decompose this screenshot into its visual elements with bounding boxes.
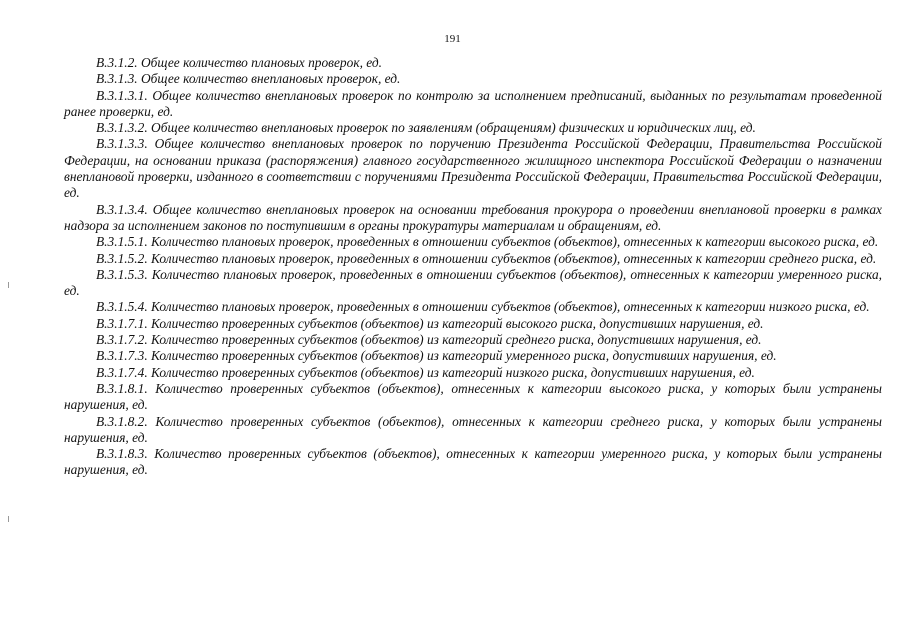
paragraph: В.3.1.8.3. Количество проверенных субъектов (объектов), отнесенных к категории умеренного риска, у которых были устранены нарушения, ед.: [64, 446, 882, 478]
page-number: 191: [444, 33, 461, 45]
paragraph: В.3.1.3.4. Общее количество внеплановых проверок на основании требования прокурора о проведении внеплановой проверки в рамках надзора за исполнением законов по поступившим в органы прокуратуры материалам и обращениям, ед.: [64, 201, 882, 233]
paragraph: В.3.1.3.1. Общее количество внеплановых проверок по контролю за исполнением предписаний, выданных по результатам проведенной ранее проверки, ед.: [64, 87, 882, 119]
paragraph: В.3.1.5.1. Количество плановых проверок, проведенных в отношении субъектов (объектов), отнесенных к категории высокого риска, ед.: [96, 234, 879, 250]
scan-margin-mark: [8, 516, 9, 522]
document-body: [64, 55, 882, 479]
paragraph: В.3.1.7.4. Количество проверенных субъектов (объектов) из категорий низкого риска, допустивших нарушения, ед.: [96, 364, 755, 380]
paragraph: В.3.1.8.1. Количество проверенных субъектов (объектов), отнесенных к категории высокого риска, у которых были устранены нарушения, ед.: [64, 380, 882, 413]
paragraph: В.3.1.3.2. Общее количество внеплановых проверок по заявлениям (обращениям) физических и юридических лиц, ед.: [96, 120, 756, 136]
paragraph: В.3.1.7.1. Количество проверенных субъектов (объектов) из категорий высокого риска, допустивших нарушения, ед.: [96, 315, 764, 331]
paragraph: В.3.1.5.4. Количество плановых проверок, проведенных в отношении субъектов (объектов), отнесенных к категории низкого риска, ед.: [96, 299, 870, 315]
paragraph: В.3.1.5.3. Количество плановых проверок, проведенных в отношении субъектов (объектов), отнесенных к категории умеренного риска, ед.: [64, 266, 882, 299]
paragraph: В.3.1.3.3. Общее количество внеплановых проверок по поручению Президента Российской Федерации, Правительства Российской Федерации, на основании приказа (распоряжения) главного государственного жилищного инспектора Российской Федерации о назначении внеплановой проверки, изданного в соответствии с поручениями Президента Российской Федерации, Правительства Российской Федерации, ед.: [64, 136, 882, 201]
paragraph: В.3.1.7.3. Количество проверенных субъектов (объектов) из категорий умеренного риска, допустивших нарушения, ед.: [96, 348, 777, 364]
paragraph: В.3.1.2. Общее количество плановых проверок, ед.: [96, 55, 383, 70]
paragraph: В.3.1.3. Общее количество внеплановых проверок, ед.: [96, 71, 401, 87]
scan-margin-mark: [8, 282, 9, 288]
paragraph: В.3.1.7.2. Количество проверенных субъектов (объектов) из категорий среднего риска, допустивших нарушения, ед.: [96, 332, 762, 348]
paragraph: В.3.1.8.2. Количество проверенных субъектов (объектов), отнесенных к категории среднего риска, у которых были устранены нарушения, ед.: [64, 413, 882, 445]
paragraph: В.3.1.5.2. Количество плановых проверок, проведенных в отношении субъектов (объектов), отнесенных к категории среднего риска, ед.: [96, 250, 877, 266]
